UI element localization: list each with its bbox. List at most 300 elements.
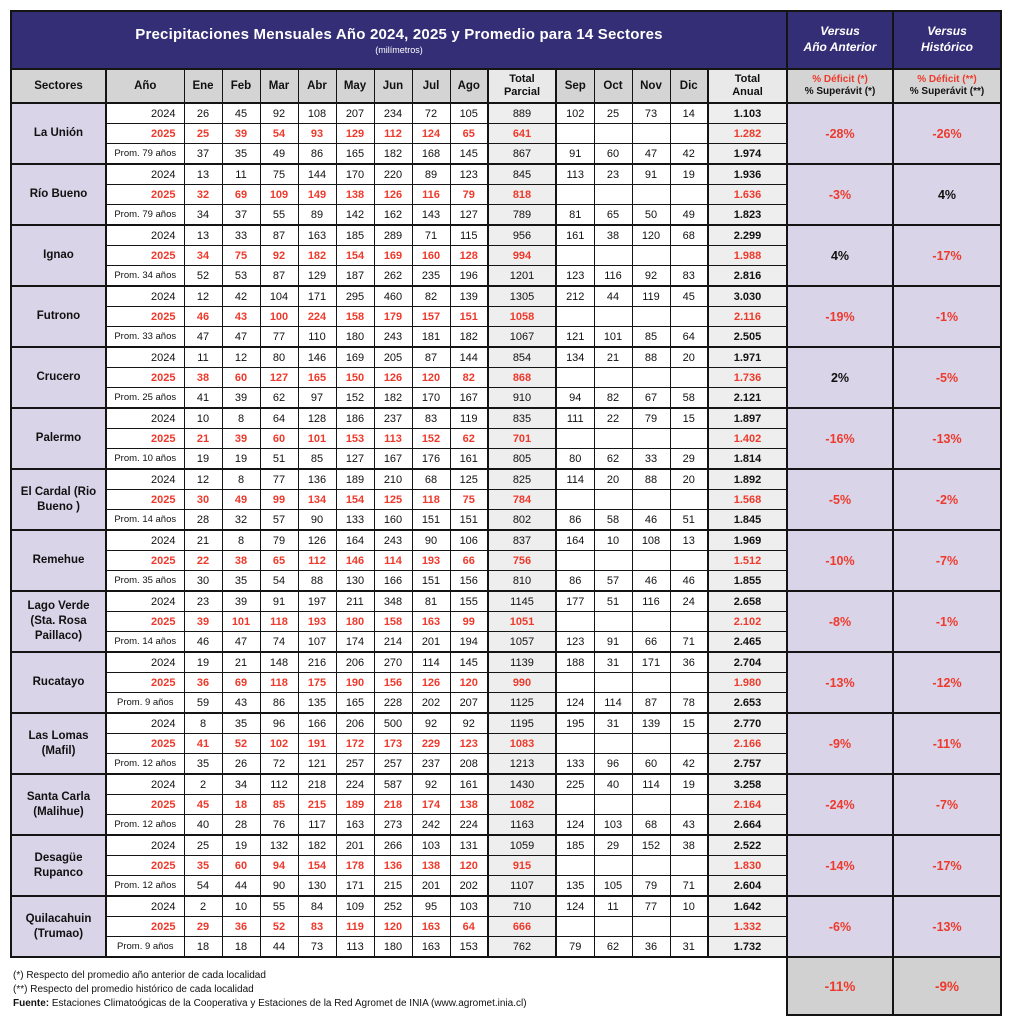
- month-value-cell: 154: [336, 246, 374, 266]
- month-value-cell: 132: [260, 835, 298, 856]
- month-value-cell: 164: [556, 530, 594, 551]
- total-parcial-header-line: Parcial: [503, 86, 541, 98]
- month-value-cell: 101: [222, 612, 260, 632]
- deficit-historico-header-cell: [893, 69, 1001, 103]
- month-value-cell: 167: [450, 388, 488, 409]
- total-parcial-cell: 837: [488, 530, 556, 551]
- month-value-cell: 62: [450, 429, 488, 449]
- month-value-cell: 237: [374, 408, 412, 429]
- month-value-cell: 146: [298, 347, 336, 368]
- month-value-cell: 38: [222, 551, 260, 571]
- total-anual-cell: 2.658: [708, 591, 787, 612]
- month-value-cell: 91: [632, 164, 670, 185]
- month-value-cell: 65: [594, 205, 632, 226]
- total-anual-cell: 1.980: [708, 673, 787, 693]
- month-value-cell: [556, 429, 594, 449]
- month-value-cell: 151: [412, 510, 450, 531]
- month-value-cell: 38: [594, 225, 632, 246]
- total-anual-cell: 2.299: [708, 225, 787, 246]
- month-value-cell: 153: [336, 429, 374, 449]
- total-parcial-cell: 854: [488, 347, 556, 368]
- month-value-cell: 100: [260, 307, 298, 327]
- total-anual-cell: 1.736: [708, 368, 787, 388]
- sector-name-cell: Crucero: [11, 347, 106, 408]
- month-value-cell: 118: [412, 490, 450, 510]
- month-value-cell: [670, 612, 708, 632]
- month-value-cell: [594, 612, 632, 632]
- month-value-cell: 185: [336, 225, 374, 246]
- month-value-cell: 257: [374, 754, 412, 775]
- month-value-cell: [632, 612, 670, 632]
- month-value-cell: 127: [336, 449, 374, 470]
- versus-historico-cell: -2%: [893, 469, 1001, 530]
- summary-vs-anterior-cell: -11%: [787, 957, 893, 1015]
- month-value-cell: 79: [556, 937, 594, 958]
- total-anual-cell: 1.282: [708, 124, 787, 144]
- versus-ano-anterior-cell: -13%: [787, 652, 893, 713]
- year-label-cell: Prom. 9 años: [106, 937, 184, 958]
- month-value-cell: 64: [260, 408, 298, 429]
- month-value-cell: 20: [594, 469, 632, 490]
- month-value-cell: 92: [260, 103, 298, 124]
- month-value-cell: 47: [222, 632, 260, 653]
- month-value-cell: 96: [260, 713, 298, 734]
- versus-historico-header: [893, 11, 1001, 69]
- month-value-cell: 243: [374, 530, 412, 551]
- month-value-cell: 187: [336, 266, 374, 287]
- month-value-cell: 127: [450, 205, 488, 226]
- sector-name-cell: Ignao: [11, 225, 106, 286]
- month-value-cell: 40: [184, 815, 222, 836]
- month-value-cell: 59: [184, 693, 222, 714]
- sector-name-cell: Lago Verde (Sta. Rosa Paillaco): [11, 591, 106, 652]
- year-label-cell: 2024: [106, 774, 184, 795]
- total-parcial-cell: 889: [488, 103, 556, 124]
- month-value-cell: 24: [670, 591, 708, 612]
- month-value-cell: 273: [374, 815, 412, 836]
- month-value-cell: 189: [336, 469, 374, 490]
- month-value-cell: 90: [298, 510, 336, 531]
- month-value-cell: 156: [374, 673, 412, 693]
- month-value-cell: 30: [184, 571, 222, 592]
- year-label-cell: 2024: [106, 835, 184, 856]
- month-value-cell: 123: [450, 164, 488, 185]
- year-label-cell: Prom. 79 años: [106, 144, 184, 165]
- month-value-cell: 161: [450, 774, 488, 795]
- total-parcial-cell: 1201: [488, 266, 556, 287]
- month-value-cell: 94: [556, 388, 594, 409]
- month-value-cell: 73: [632, 103, 670, 124]
- month-value-cell: 160: [412, 246, 450, 266]
- month-value-cell: 92: [632, 266, 670, 287]
- month-value-cell: 135: [298, 693, 336, 714]
- month-value-cell: 50: [632, 205, 670, 226]
- month-value-cell: 136: [374, 856, 412, 876]
- month-value-cell: 225: [556, 774, 594, 795]
- month-value-cell: [632, 551, 670, 571]
- month-value-cell: 103: [594, 815, 632, 836]
- month-value-cell: [556, 795, 594, 815]
- total-anual-cell: 1.402: [708, 429, 787, 449]
- month-value-cell: 220: [374, 164, 412, 185]
- month-value-cell: 69: [222, 673, 260, 693]
- month-value-cell: 113: [336, 937, 374, 958]
- year-label-cell: 2025: [106, 795, 184, 815]
- month-value-cell: 36: [184, 673, 222, 693]
- versus-ano-anterior-cell: -5%: [787, 469, 893, 530]
- month-value-cell: 143: [412, 205, 450, 226]
- month-value-cell: 214: [374, 632, 412, 653]
- month-value-cell: 92: [412, 713, 450, 734]
- month-value-cell: 149: [298, 185, 336, 205]
- table-body: [11, 103, 1001, 957]
- month-value-cell: 23: [594, 164, 632, 185]
- month-value-cell: 37: [184, 144, 222, 165]
- year-label-cell: Prom. 10 años: [106, 449, 184, 470]
- month-value-cell: 152: [412, 429, 450, 449]
- month-value-cell: 148: [260, 652, 298, 673]
- month-value-cell: 47: [222, 327, 260, 348]
- month-value-cell: 91: [594, 632, 632, 653]
- sector-name-cell: Quilacahuin (Trumao): [11, 896, 106, 957]
- month-value-cell: 113: [556, 164, 594, 185]
- versus-historico-line2: Histórico: [920, 40, 973, 54]
- month-value-cell: 52: [184, 266, 222, 287]
- month-value-cell: 175: [298, 673, 336, 693]
- month-value-cell: 75: [450, 490, 488, 510]
- month-value-cell: 170: [336, 164, 374, 185]
- month-value-cell: [594, 856, 632, 876]
- year-label-cell: Prom. 14 años: [106, 510, 184, 531]
- month-value-cell: 126: [298, 530, 336, 551]
- month-value-cell: 34: [184, 205, 222, 226]
- total-parcial-cell: 1067: [488, 327, 556, 348]
- month-value-cell: 134: [298, 490, 336, 510]
- month-value-cell: 60: [260, 429, 298, 449]
- month-value-cell: 138: [336, 185, 374, 205]
- month-value-cell: 180: [374, 937, 412, 958]
- month-value-cell: [556, 307, 594, 327]
- year-label-cell: 2025: [106, 551, 184, 571]
- month-value-cell: 114: [632, 774, 670, 795]
- month-header-cell: Sep: [556, 69, 594, 103]
- month-value-cell: 125: [374, 490, 412, 510]
- month-value-cell: 35: [184, 754, 222, 775]
- month-value-cell: 224: [336, 774, 374, 795]
- month-value-cell: 22: [594, 408, 632, 429]
- month-value-cell: [556, 612, 594, 632]
- month-value-cell: 215: [298, 795, 336, 815]
- versus-historico-cell: -12%: [893, 652, 1001, 713]
- month-value-cell: 157: [412, 307, 450, 327]
- superavit-anterior-label: % Superávit (*): [804, 86, 876, 97]
- month-value-cell: [594, 307, 632, 327]
- month-value-cell: 84: [298, 896, 336, 917]
- total-parcial-cell: 825: [488, 469, 556, 490]
- month-value-cell: 142: [336, 205, 374, 226]
- month-value-cell: 22: [184, 551, 222, 571]
- total-anual-cell: 2.522: [708, 835, 787, 856]
- month-value-cell: [670, 185, 708, 205]
- sectores-header-cell: Sectores: [11, 69, 106, 103]
- month-value-cell: 229: [412, 734, 450, 754]
- month-value-cell: 114: [374, 551, 412, 571]
- month-value-cell: 19: [184, 652, 222, 673]
- month-value-cell: 60: [632, 754, 670, 775]
- month-value-cell: 120: [412, 368, 450, 388]
- month-value-cell: 257: [336, 754, 374, 775]
- month-value-cell: [670, 734, 708, 754]
- month-value-cell: 174: [412, 795, 450, 815]
- versus-historico-cell: -7%: [893, 530, 1001, 591]
- versus-historico-cell: -7%: [893, 774, 1001, 835]
- month-value-cell: 500: [374, 713, 412, 734]
- month-value-cell: 152: [632, 835, 670, 856]
- month-value-cell: 18: [222, 795, 260, 815]
- total-parcial-cell: 710: [488, 896, 556, 917]
- month-header-cell: Oct: [594, 69, 632, 103]
- month-value-cell: 115: [450, 225, 488, 246]
- total-anual-cell: 2.465: [708, 632, 787, 653]
- year-label-cell: Prom. 25 años: [106, 388, 184, 409]
- month-value-cell: 99: [260, 490, 298, 510]
- month-value-cell: 71: [670, 632, 708, 653]
- month-value-cell: 179: [374, 307, 412, 327]
- versus-ano-anterior-line1: Versus: [820, 24, 860, 39]
- year-label-cell: 2024: [106, 408, 184, 429]
- total-anual-cell: 1.332: [708, 917, 787, 937]
- versus-historico-cell: -17%: [893, 225, 1001, 286]
- month-value-cell: 123: [556, 632, 594, 653]
- month-value-cell: 83: [412, 408, 450, 429]
- month-value-cell: 75: [222, 246, 260, 266]
- month-value-cell: [594, 917, 632, 937]
- month-value-cell: 68: [670, 225, 708, 246]
- year-label-cell: 2024: [106, 591, 184, 612]
- month-value-cell: 57: [260, 510, 298, 531]
- month-value-cell: [670, 673, 708, 693]
- month-value-cell: 87: [412, 347, 450, 368]
- month-value-cell: [556, 917, 594, 937]
- footnote-1: (*) Respecto del promedio año anterior de cada localidad: [13, 970, 266, 981]
- month-value-cell: 21: [594, 347, 632, 368]
- month-value-cell: 102: [556, 103, 594, 124]
- month-value-cell: 145: [450, 144, 488, 165]
- page-subtitle: (milímetros): [375, 44, 423, 55]
- month-value-cell: [632, 246, 670, 266]
- month-value-cell: 96: [594, 754, 632, 775]
- month-header-cell: Jun: [374, 69, 412, 103]
- superavit-historico-label: % Superávit (**): [909, 86, 985, 97]
- month-value-cell: 120: [450, 673, 488, 693]
- month-value-cell: 102: [260, 734, 298, 754]
- month-value-cell: 174: [336, 632, 374, 653]
- month-value-cell: 128: [450, 246, 488, 266]
- month-value-cell: 169: [374, 246, 412, 266]
- month-value-cell: 196: [450, 266, 488, 287]
- total-parcial-header-cell: [488, 69, 556, 103]
- month-value-cell: 165: [298, 368, 336, 388]
- month-value-cell: 86: [260, 693, 298, 714]
- month-value-cell: 162: [374, 205, 412, 226]
- month-value-cell: 242: [412, 815, 450, 836]
- month-value-cell: 14: [670, 103, 708, 124]
- year-label-cell: Prom. 35 años: [106, 571, 184, 592]
- month-value-cell: 15: [670, 408, 708, 429]
- title-cell: [11, 11, 787, 69]
- month-value-cell: 15: [670, 713, 708, 734]
- month-value-cell: 202: [450, 876, 488, 897]
- month-value-cell: 80: [260, 347, 298, 368]
- year-label-cell: 2025: [106, 185, 184, 205]
- total-anual-cell: 2.757: [708, 754, 787, 775]
- month-value-cell: 79: [450, 185, 488, 205]
- month-value-cell: 26: [222, 754, 260, 775]
- month-value-cell: 46: [184, 632, 222, 653]
- month-value-cell: 165: [336, 693, 374, 714]
- month-value-cell: 121: [556, 327, 594, 348]
- total-anual-cell: 1.974: [708, 144, 787, 165]
- month-value-cell: 88: [632, 469, 670, 490]
- sector-name-cell: La Unión: [11, 103, 106, 164]
- year-label-cell: 2025: [106, 490, 184, 510]
- month-value-cell: 12: [184, 469, 222, 490]
- month-value-cell: 252: [374, 896, 412, 917]
- versus-historico-line1: Versus: [927, 24, 967, 39]
- month-value-cell: 124: [556, 693, 594, 714]
- month-value-cell: 46: [632, 510, 670, 531]
- total-parcial-cell: 1195: [488, 713, 556, 734]
- month-value-cell: 138: [412, 856, 450, 876]
- month-header-cell: Jul: [412, 69, 450, 103]
- month-value-cell: 108: [298, 103, 336, 124]
- month-value-cell: 165: [336, 144, 374, 165]
- total-anual-cell: 1.636: [708, 185, 787, 205]
- month-value-cell: [556, 490, 594, 510]
- table-footer: [11, 957, 1001, 1015]
- month-value-cell: [632, 490, 670, 510]
- total-parcial-cell: 915: [488, 856, 556, 876]
- month-value-cell: 29: [594, 835, 632, 856]
- month-value-cell: 211: [336, 591, 374, 612]
- month-value-cell: 47: [632, 144, 670, 165]
- summary-vs-historico-cell: -9%: [893, 957, 1001, 1015]
- total-anual-cell: 2.121: [708, 388, 787, 409]
- total-anual-cell: 2.116: [708, 307, 787, 327]
- total-parcial-cell: 845: [488, 164, 556, 185]
- month-value-cell: 154: [336, 490, 374, 510]
- month-value-cell: [594, 673, 632, 693]
- total-parcial-cell: 762: [488, 937, 556, 958]
- month-value-cell: 19: [184, 449, 222, 470]
- month-value-cell: 20: [670, 469, 708, 490]
- month-value-cell: 120: [374, 917, 412, 937]
- month-value-cell: 41: [184, 388, 222, 409]
- month-value-cell: [670, 307, 708, 327]
- month-value-cell: 33: [632, 449, 670, 470]
- month-value-cell: 71: [412, 225, 450, 246]
- total-parcial-cell: 1058: [488, 307, 556, 327]
- month-value-cell: 64: [450, 917, 488, 937]
- total-parcial-cell: 910: [488, 388, 556, 409]
- month-value-cell: 19: [222, 449, 260, 470]
- month-value-cell: 124: [412, 124, 450, 144]
- month-value-cell: [670, 429, 708, 449]
- ano-header-cell: Año: [106, 69, 184, 103]
- total-parcial-cell: 1305: [488, 286, 556, 307]
- month-value-cell: 36: [222, 917, 260, 937]
- month-value-cell: 68: [412, 469, 450, 490]
- month-value-cell: 161: [556, 225, 594, 246]
- month-value-cell: [556, 124, 594, 144]
- month-value-cell: 75: [260, 164, 298, 185]
- month-value-cell: 25: [184, 835, 222, 856]
- month-value-cell: 112: [374, 124, 412, 144]
- year-label-cell: Prom. 14 años: [106, 632, 184, 653]
- month-value-cell: 218: [298, 774, 336, 795]
- month-value-cell: 207: [336, 103, 374, 124]
- month-value-cell: 44: [222, 876, 260, 897]
- total-parcial-cell: 701: [488, 429, 556, 449]
- month-value-cell: 35: [222, 144, 260, 165]
- month-value-cell: 201: [336, 835, 374, 856]
- month-value-cell: 131: [450, 835, 488, 856]
- sector-name-cell: Palermo: [11, 408, 106, 469]
- month-value-cell: 35: [222, 571, 260, 592]
- footer-row: [11, 957, 1001, 1015]
- year-label-cell: 2025: [106, 856, 184, 876]
- sector-name-cell: Remehue: [11, 530, 106, 591]
- month-value-cell: 171: [298, 286, 336, 307]
- month-value-cell: 99: [450, 612, 488, 632]
- month-value-cell: 110: [298, 327, 336, 348]
- year-label-cell: Prom. 34 años: [106, 266, 184, 287]
- month-value-cell: 150: [336, 368, 374, 388]
- month-value-cell: [556, 673, 594, 693]
- total-anual-cell: 1.512: [708, 551, 787, 571]
- month-value-cell: 26: [184, 103, 222, 124]
- versus-ano-anterior-cell: -9%: [787, 713, 893, 774]
- month-value-cell: 2: [184, 774, 222, 795]
- total-anual-cell: 1.732: [708, 937, 787, 958]
- month-value-cell: 35: [184, 856, 222, 876]
- month-value-cell: 11: [184, 347, 222, 368]
- month-value-cell: [594, 246, 632, 266]
- month-value-cell: 145: [450, 652, 488, 673]
- month-value-cell: 21: [184, 429, 222, 449]
- month-value-cell: 66: [450, 551, 488, 571]
- versus-ano-anterior-cell: 2%: [787, 347, 893, 408]
- sector-name-cell: Futrono: [11, 286, 106, 347]
- month-value-cell: 111: [556, 408, 594, 429]
- precip-table: [10, 10, 1002, 1016]
- month-value-cell: 182: [374, 388, 412, 409]
- table-row: [11, 530, 1001, 551]
- month-value-cell: 215: [374, 876, 412, 897]
- year-label-cell: 2025: [106, 673, 184, 693]
- month-value-cell: 66: [632, 632, 670, 653]
- month-value-cell: 39: [184, 612, 222, 632]
- month-value-cell: 202: [412, 693, 450, 714]
- month-value-cell: 234: [374, 103, 412, 124]
- year-label-cell: 2025: [106, 734, 184, 754]
- source-label: Fuente:: [13, 998, 50, 1009]
- month-value-cell: 72: [412, 103, 450, 124]
- month-value-cell: 28: [184, 510, 222, 531]
- month-value-cell: 88: [632, 347, 670, 368]
- month-value-cell: 52: [222, 734, 260, 754]
- month-value-cell: 45: [222, 103, 260, 124]
